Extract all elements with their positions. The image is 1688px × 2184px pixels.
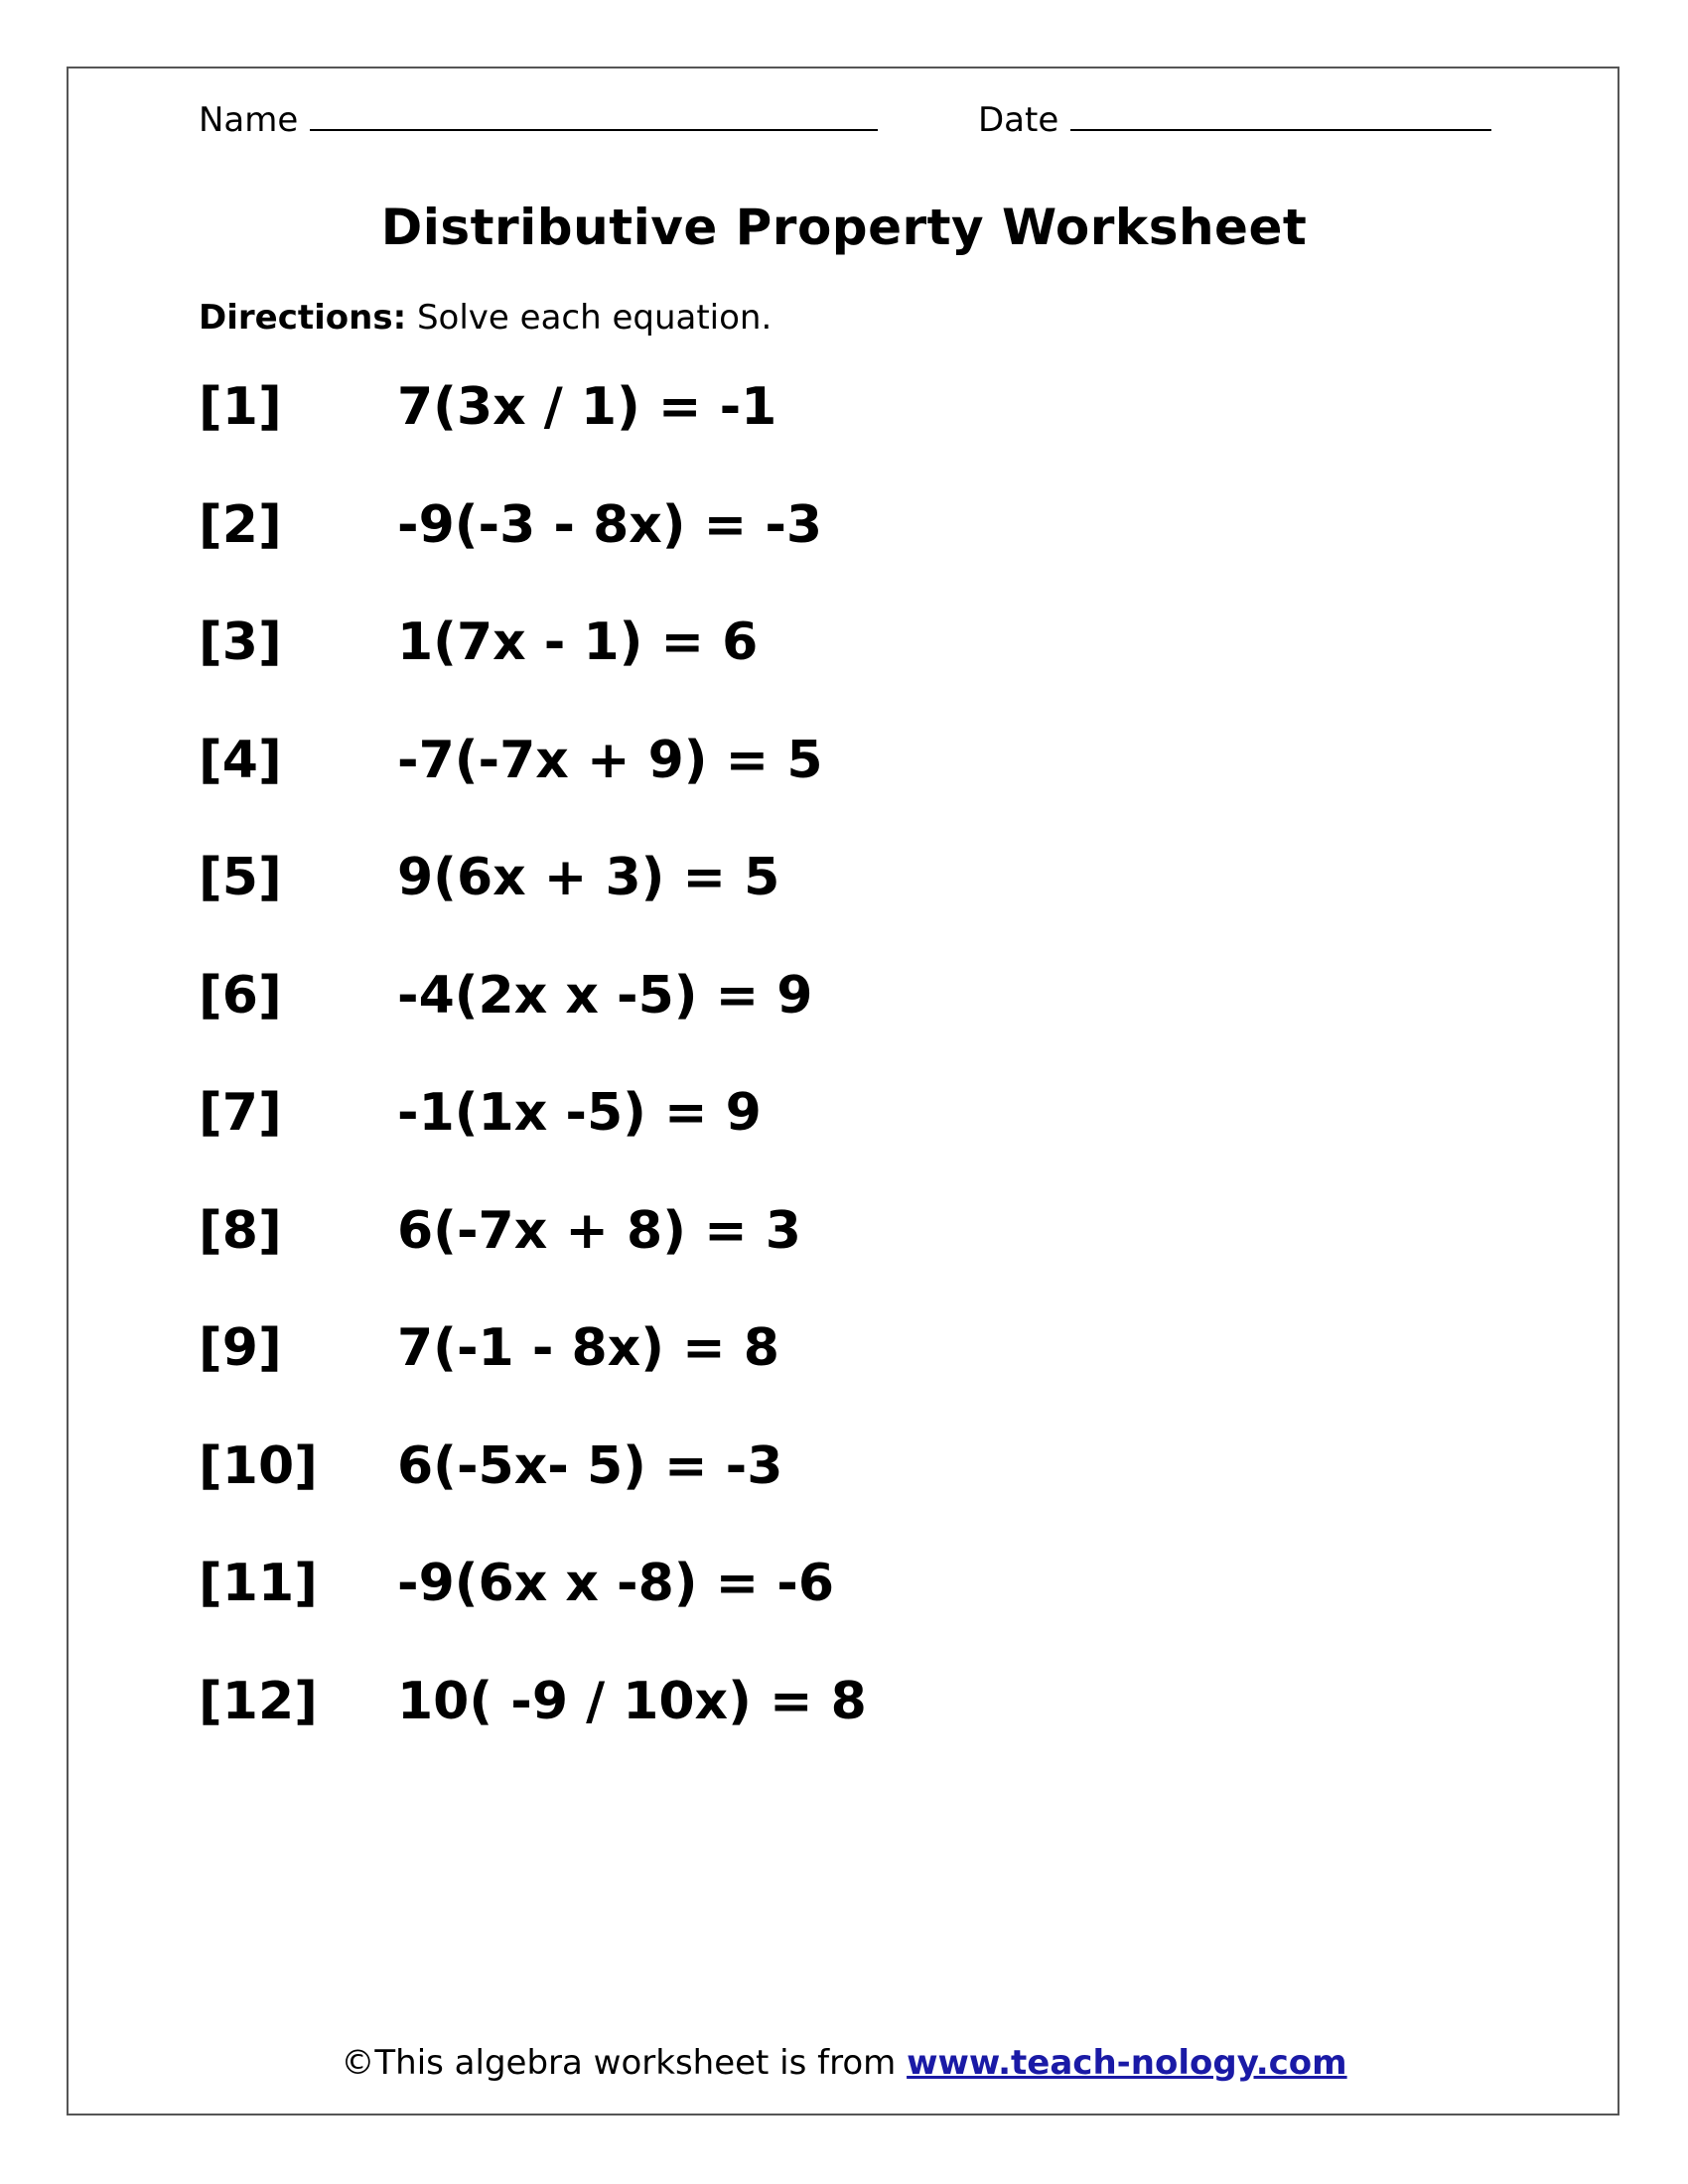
footer: [0, 2043, 1688, 2083]
problem-equation: -7(-7x + 9) = 5: [397, 730, 823, 790]
problem-item: [199, 495, 1390, 614]
problem-equation: 6(-5x- 5) = -3: [397, 1435, 783, 1496]
problem-equation: 1(7x - 1) = 6: [397, 613, 759, 672]
problem-number: [4]: [199, 730, 282, 790]
directions-text: Solve each equation.: [406, 298, 773, 338]
problem-equation: 6(-7x + 8) = 3: [397, 1200, 801, 1261]
directions-label: Directions:: [199, 298, 407, 338]
problem-equation: 9(6x + 3) = 5: [397, 848, 780, 907]
name-label: Name: [199, 100, 299, 140]
problem-item: [199, 1201, 1390, 1319]
problem-item: [199, 1672, 1390, 1790]
problem-item: [199, 966, 1390, 1084]
problem-item: [199, 1083, 1390, 1201]
problem-item: [199, 377, 1390, 495]
header-row: [199, 99, 1489, 145]
problem-number: [7]: [199, 1083, 282, 1143]
problem-equation: -9(-3 - 8x) = -3: [397, 494, 823, 555]
problem-number: [10]: [199, 1435, 318, 1496]
problem-equation: -9(6x x -8) = -6: [397, 1554, 835, 1613]
problem-equation: 7(3x / 1) = -1: [397, 377, 777, 437]
directions: [199, 298, 772, 338]
problem-equation: -1(1x -5) = 9: [397, 1083, 762, 1143]
problem-item: [199, 1554, 1390, 1672]
problem-equation: -4(2x x -5) = 9: [397, 965, 813, 1025]
name-field: [199, 99, 878, 140]
date-label: Date: [978, 100, 1059, 140]
problem-number: [8]: [199, 1200, 282, 1261]
source-link[interactable]: www.teach-nology.com: [907, 2043, 1347, 2083]
problem-equation: 7(-1 - 8x) = 8: [397, 1318, 779, 1378]
problem-number: [1]: [199, 377, 282, 437]
problem-item: [199, 1318, 1390, 1436]
problem-list: [199, 377, 1390, 1789]
name-blank-line: [310, 99, 878, 131]
problem-item: [199, 848, 1390, 966]
footer-text: ©This algebra worksheet is from: [341, 2043, 908, 2083]
problem-number: [9]: [199, 1318, 282, 1378]
problem-number: [11]: [199, 1554, 318, 1613]
problem-number: [5]: [199, 848, 282, 907]
problem-number: [3]: [199, 613, 282, 672]
date-blank-line: [1070, 99, 1491, 131]
problem-item: [199, 1436, 1390, 1555]
problem-equation: 10( -9 / 10x) = 8: [397, 1671, 867, 1731]
problem-item: [199, 613, 1390, 731]
problem-number: [6]: [199, 965, 282, 1025]
worksheet-title: Distributive Property Worksheet: [380, 199, 1308, 256]
problem-number: [2]: [199, 494, 282, 555]
problem-number: [12]: [199, 1671, 318, 1731]
problem-item: [199, 731, 1390, 849]
date-field: [978, 99, 1491, 140]
